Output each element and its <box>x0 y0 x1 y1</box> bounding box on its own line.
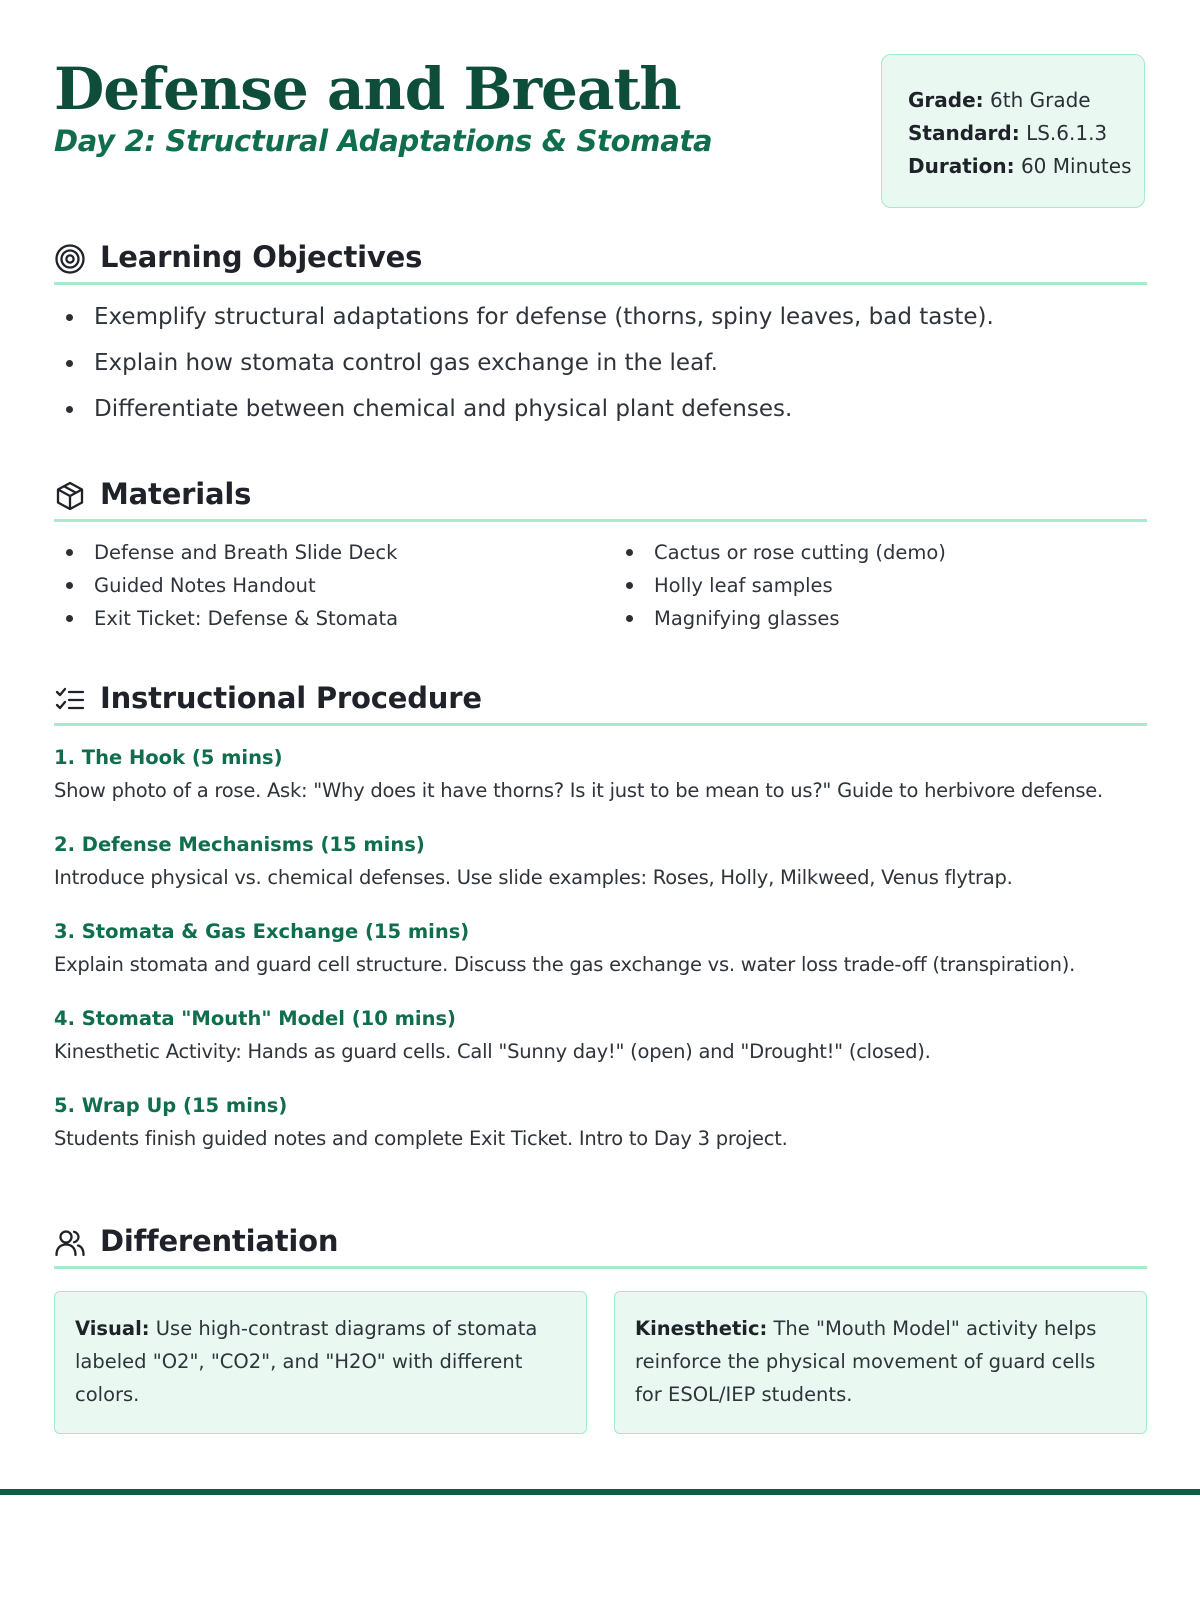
step-title: 5. Wrap Up (15 mins) <box>54 1094 288 1117</box>
list-item: Defense and Breath Slide Deck <box>54 540 398 573</box>
list-item: Explain how stomata control gas exchange in the leaf. <box>54 348 1147 394</box>
section-materials <box>54 479 1147 522</box>
section-heading: Instructional Procedure <box>100 681 482 715</box>
list-item: Differentiate between chemical and physical plant defenses. <box>54 394 1147 440</box>
procedure-step <box>54 1006 1147 1065</box>
procedure-step <box>54 919 1147 978</box>
step-title: 2. Defense Mechanisms (15 mins) <box>54 833 425 856</box>
meta-standard <box>908 117 1144 150</box>
meta-duration-value: 60 Minutes <box>1020 154 1132 178</box>
meta-standard-label: Standard: <box>908 121 1020 145</box>
materials-list-left <box>54 540 398 639</box>
footer-rule <box>0 1489 1200 1495</box>
step-description: Introduce physical vs. chemical defenses. Use slide examples: Roses, Holly, Milkweed, Venus flytrap. <box>54 866 1013 889</box>
visual-text: Use high-contrast diagrams of stomata labeled "O2", "CO2", and "H2O" with different colors. <box>75 1317 538 1406</box>
meta-grade-label: Grade: <box>908 88 984 112</box>
list-item: Holly leaf samples <box>614 573 946 606</box>
section-differentiation <box>54 1226 1147 1269</box>
page-subtitle: Day 2: Structural Adaptations & Stomata <box>54 124 713 158</box>
page-title: Defense and Breath <box>54 55 681 123</box>
step-description: Show photo of a rose. Ask: "Why does it have thorns? Is it just to be mean to us?" Guide to herbivore defense. <box>54 779 1103 802</box>
section-heading: Learning Objectives <box>100 240 423 274</box>
meta-grade-value: 6th Grade <box>990 88 1091 112</box>
procedure-step <box>54 832 1147 891</box>
meta-duration-label: Duration: <box>908 154 1015 178</box>
procedure-step <box>54 745 1147 804</box>
lesson-meta-card <box>881 54 1145 208</box>
kinesthetic-label: Kinesthetic: <box>635 1317 768 1340</box>
step-description: Students finish guided notes and complete Exit Ticket. Intro to Day 3 project. <box>54 1127 788 1150</box>
section-instructional-procedure <box>54 683 1147 726</box>
meta-grade <box>908 84 1144 117</box>
procedure-step <box>54 1093 1147 1152</box>
step-description: Explain stomata and guard cell structure. Discuss the gas exchange vs. water loss trade-off (transpiration). <box>54 953 1076 976</box>
meta-duration <box>908 150 1144 183</box>
section-heading: Differentiation <box>100 1224 339 1258</box>
step-description: Kinesthetic Activity: Hands as guard cells. Call "Sunny day!" (open) and "Drought!" (closed). <box>54 1040 931 1063</box>
users-icon <box>54 1227 86 1259</box>
section-heading: Materials <box>100 477 252 511</box>
step-title: 4. Stomata "Mouth" Model (10 mins) <box>54 1007 456 1030</box>
differentiation-visual-card <box>54 1291 587 1434</box>
list-item: Cactus or rose cutting (demo) <box>614 540 946 573</box>
list-item: Magnifying glasses <box>614 606 946 639</box>
list-item: Exemplify structural adaptations for defense (thorns, spiny leaves, bad taste). <box>54 302 1147 348</box>
meta-standard-value: LS.6.1.3 <box>1026 121 1108 145</box>
box-icon <box>54 480 86 512</box>
target-icon <box>54 243 86 275</box>
visual-label: Visual: <box>75 1317 150 1340</box>
list-item: Exit Ticket: Defense & Stomata <box>54 606 398 639</box>
differentiation-kinesthetic-card <box>614 1291 1147 1434</box>
objectives-list <box>54 302 1147 440</box>
step-title: 1. The Hook (5 mins) <box>54 746 283 769</box>
checklist-icon <box>54 684 86 716</box>
kinesthetic-text: The "Mouth Model" activity helps reinforce the physical movement of guard cells for ESOL/IEP students. <box>635 1317 1097 1406</box>
step-title: 3. Stomata & Gas Exchange (15 mins) <box>54 920 470 943</box>
list-item: Guided Notes Handout <box>54 573 398 606</box>
materials-list-right <box>614 540 946 639</box>
section-learning-objectives <box>54 242 1147 285</box>
